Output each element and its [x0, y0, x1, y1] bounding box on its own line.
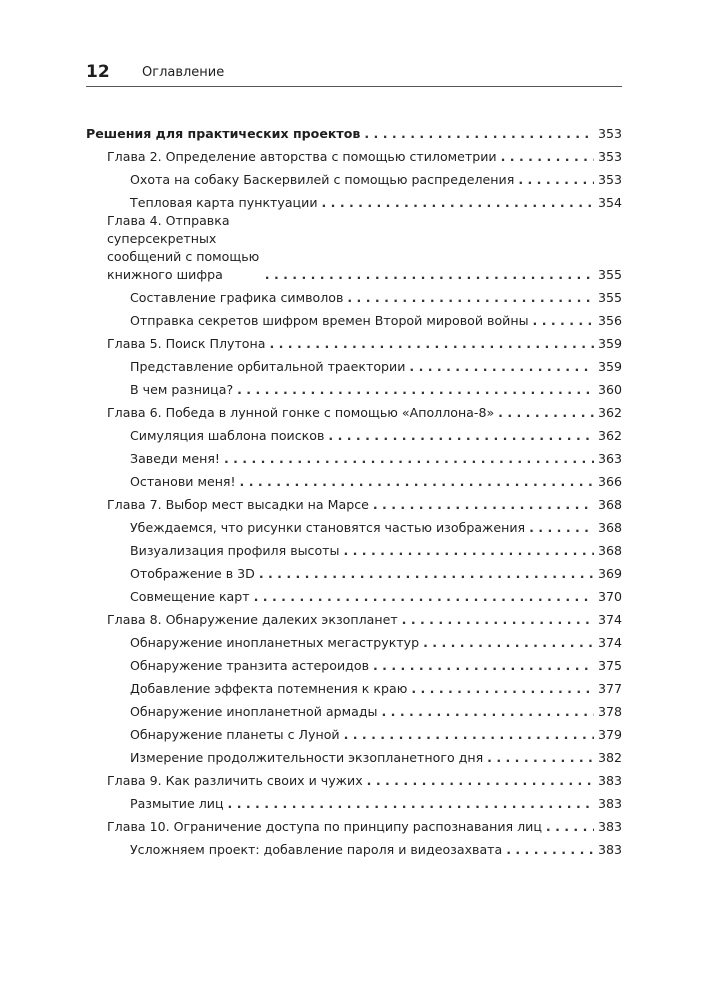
toc-entry	[86, 537, 622, 560]
toc-entry	[86, 652, 622, 675]
dot-leader	[382, 703, 594, 721]
toc-entry-title: Глава 7. Выбор мест высадки на Марсе	[107, 497, 369, 512]
toc-entry-page: 370	[597, 589, 622, 604]
dot-leader	[343, 542, 593, 560]
toc-entry-title: Добавление эффекта потемнения к краю	[130, 681, 408, 696]
toc-entry-title: Убеждаемся, что рисунки становятся частью изображения	[130, 520, 526, 535]
toc-entry-title: Заведи меня!	[130, 451, 220, 466]
toc-entry-title: Обнаружение инопланетной армады	[130, 704, 378, 719]
toc-entry-page: 363	[597, 451, 622, 466]
toc-entry	[86, 560, 622, 583]
toc-entry-page: 379	[597, 727, 622, 742]
toc-entry	[86, 422, 622, 445]
toc-entry-title: В чем разница?	[130, 382, 234, 397]
dot-leader	[259, 565, 594, 583]
toc-entry-page: 368	[597, 543, 622, 558]
dot-leader	[402, 611, 594, 629]
toc-entry	[86, 767, 622, 790]
toc-entry-title: Глава 8. Обнаружение далеких экзопланет	[107, 612, 398, 627]
dot-leader	[265, 266, 594, 284]
toc-entry	[86, 744, 622, 767]
toc-entry-page: 368	[597, 520, 622, 535]
toc-entry-title: Обнаружение инопланетных мегаструктур	[130, 635, 420, 650]
dot-leader	[254, 588, 594, 606]
toc-entry-title: Обнаружение планеты с Луной	[130, 727, 340, 742]
toc-entry-page: 360	[597, 382, 622, 397]
dot-leader	[228, 795, 594, 813]
toc-entry-page: 353	[597, 172, 622, 187]
toc-entry-page: 382	[597, 750, 622, 765]
dot-leader	[367, 772, 594, 790]
toc-entry-title: Глава 10. Ограничение доступа по принципу распознавания лиц	[107, 819, 542, 834]
toc-entry-title: Симуляция шаблона поисков	[130, 428, 325, 443]
toc-entry-title: Измерение продолжительности экзопланетного дня	[130, 750, 484, 765]
toc-entry	[86, 675, 622, 698]
dot-leader	[328, 427, 594, 445]
toc-entry	[86, 166, 622, 189]
toc-entry-title: Составление графика символов	[130, 290, 344, 305]
toc-entry-page: 375	[597, 658, 622, 673]
toc-entry-page: 359	[597, 359, 622, 374]
toc-entry-page: 369	[597, 566, 622, 581]
table-of-contents	[86, 120, 622, 859]
dot-leader	[322, 194, 594, 212]
dot-leader	[487, 749, 594, 767]
toc-entry	[86, 189, 622, 212]
toc-entry	[86, 330, 622, 353]
toc-entry-page: 374	[597, 635, 622, 650]
toc-entry-page: 355	[597, 290, 622, 305]
dot-leader	[240, 473, 594, 491]
dot-leader	[237, 381, 594, 399]
dot-leader	[409, 358, 594, 376]
toc-entry	[86, 514, 622, 537]
dot-leader	[529, 519, 594, 537]
toc-entry	[86, 143, 622, 166]
toc-entry	[86, 790, 622, 813]
toc-entry	[86, 284, 622, 307]
toc-entry	[86, 445, 622, 468]
toc-entry	[86, 120, 622, 143]
dot-leader	[373, 657, 594, 675]
toc-entry-title: Усложняем проект: добавление пароля и видеозахвата	[130, 842, 503, 857]
dot-leader	[506, 841, 594, 859]
toc-entry-title: Размытие лиц	[130, 796, 224, 811]
dot-leader	[423, 634, 594, 652]
toc-entry-page: 355	[597, 267, 622, 282]
toc-entry	[86, 353, 622, 376]
toc-entry-title: Обнаружение транзита астероидов	[130, 658, 370, 673]
toc-entry-title: Тепловая карта пунктуации	[130, 195, 318, 210]
toc-entry	[86, 721, 622, 744]
toc-entry-title: Глава 9. Как различить своих и чужих	[107, 773, 363, 788]
dot-leader	[498, 404, 594, 422]
page-number: 12	[86, 62, 110, 82]
toc-entry-page: 383	[597, 796, 622, 811]
toc-entry-title: Глава 6. Победа в лунной гонке с помощью «Аполлона-8»	[107, 405, 495, 420]
toc-entry-title: Совмещение карт	[130, 589, 250, 604]
toc-entry-page: 362	[597, 405, 622, 420]
toc-entry-page: 383	[597, 842, 622, 857]
dot-leader	[533, 312, 594, 330]
toc-entry-page: 383	[597, 819, 622, 834]
toc-entry-title: Глава 5. Поиск Плутона	[107, 336, 266, 351]
toc-entry-page: 359	[597, 336, 622, 351]
toc-entry-page: 383	[597, 773, 622, 788]
page-header	[86, 61, 622, 83]
dot-leader	[518, 171, 594, 189]
toc-entry-page: 378	[597, 704, 622, 719]
toc-entry-page: 362	[597, 428, 622, 443]
toc-entry-title: Решения для практических проектов	[86, 126, 361, 141]
toc-entry-page: 354	[597, 195, 622, 210]
toc-entry	[86, 813, 622, 836]
dot-leader	[546, 818, 594, 836]
toc-entry-title: Глава 2. Определение авторства с помощью стилометрии	[107, 149, 497, 164]
dot-leader	[411, 680, 594, 698]
toc-entry	[86, 629, 622, 652]
toc-entry-title: Останови меня!	[130, 474, 236, 489]
toc-entry-title: Визуализация профиля высоты	[130, 543, 340, 558]
toc-entry-title: Глава 4. Отправка суперсекретных сообщений с помощью книжного шифра	[107, 213, 260, 282]
toc-entry	[86, 698, 622, 721]
toc-entry-title: Отправка секретов шифром времен Второй мировой войны	[130, 313, 529, 328]
dot-leader	[344, 726, 594, 744]
toc-entry-page: 356	[597, 313, 622, 328]
toc-entry-page: 353	[597, 149, 622, 164]
toc-entry	[86, 399, 622, 422]
toc-entry-page: 374	[597, 612, 622, 627]
dot-leader	[347, 289, 594, 307]
toc-entry	[86, 212, 622, 284]
toc-entry	[86, 606, 622, 629]
dot-leader	[501, 148, 594, 166]
toc-entry	[86, 836, 622, 859]
toc-entry	[86, 376, 622, 399]
toc-entry-page: 353	[597, 126, 622, 141]
toc-entry	[86, 583, 622, 606]
dot-leader	[364, 125, 594, 143]
toc-entry-page: 368	[597, 497, 622, 512]
toc-entry-title: Представление орбитальной траектории	[130, 359, 406, 374]
toc-entry	[86, 491, 622, 514]
dot-leader	[373, 496, 594, 514]
toc-entry	[86, 307, 622, 330]
toc-entry	[86, 468, 622, 491]
running-title: Оглавление	[142, 64, 225, 80]
header-rule	[86, 86, 622, 87]
dot-leader	[224, 450, 594, 468]
toc-entry-page: 377	[597, 681, 622, 696]
toc-entry-page: 366	[597, 474, 622, 489]
toc-entry-title: Охота на собаку Баскервилей с помощью распределения	[130, 172, 515, 187]
toc-entry-title: Отображение в 3D	[130, 566, 255, 581]
dot-leader	[269, 335, 593, 353]
